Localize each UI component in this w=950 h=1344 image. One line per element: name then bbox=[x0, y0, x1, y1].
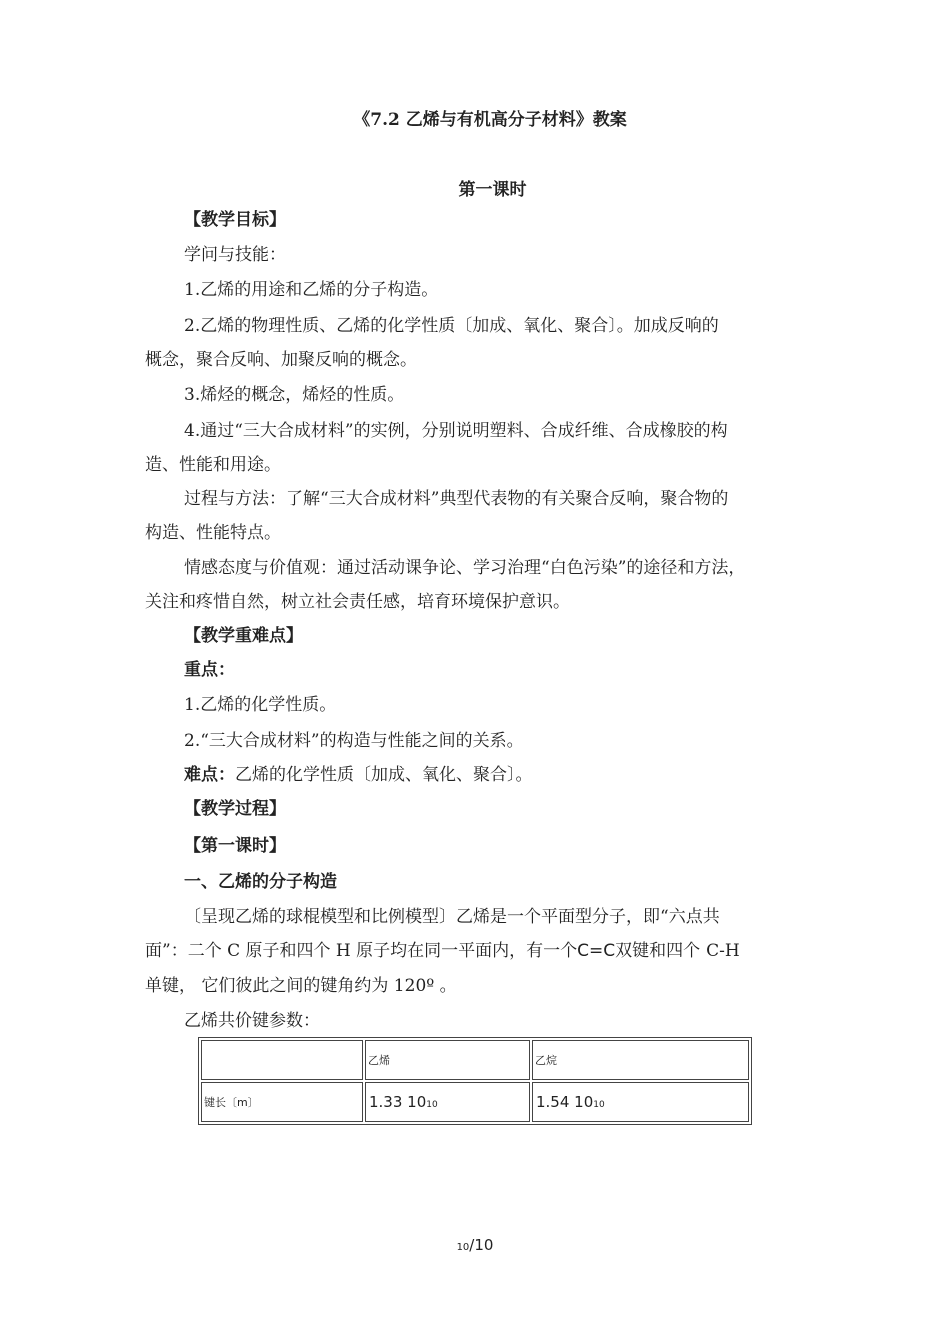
ch-single-bond: C-H bbox=[706, 941, 740, 961]
objective-item-2-line-1: 2.乙烯的物理性质、乙烯的化学性质〔加成、氧化、聚合〕。加成反响的 bbox=[184, 316, 719, 336]
document-title: 《7.2 乙烯与有机高分子材料》教案 bbox=[353, 110, 627, 130]
process-method-line-2: 构造、性能特点。 bbox=[145, 523, 281, 543]
objective-item-3: 3.烯烃的概念，烯烃的性质。 bbox=[184, 385, 405, 405]
ethylene-bond-value: 1.33 10 bbox=[369, 1093, 427, 1111]
difficulty-text: 乙烯的化学性质〔加成、氧化、聚合〕。 bbox=[235, 765, 533, 785]
ethane-bond-value: 1.54 10 bbox=[536, 1093, 594, 1111]
cc-double-bond: C=C bbox=[577, 941, 616, 961]
process-heading: 【教学过程】 bbox=[184, 799, 286, 819]
section-1-heading: 一、乙烯的分子构造 bbox=[184, 872, 337, 892]
key-item-2: 2.“三大合成材料”的构造与性能之间的关系。 bbox=[184, 731, 524, 751]
table-header-empty bbox=[201, 1040, 363, 1080]
bond-length-label: 键长〔m〕 bbox=[201, 1082, 363, 1122]
structure-para-line-2 bbox=[145, 940, 740, 962]
structure-para-text-2: 双键和四个 bbox=[615, 941, 701, 961]
structure-para-line-1: 〔呈现乙烯的球棍模型和比例模型〕乙烯是一个平面型分子，即“六点共 bbox=[184, 907, 720, 927]
skills-label: 学问与技能： bbox=[184, 245, 286, 265]
keypoints-heading: 【教学重难点】 bbox=[184, 626, 303, 646]
objective-item-1: 1.乙烯的用途和乙烯的分子构造。 bbox=[184, 280, 439, 300]
ethane-bond-exponent: 10 bbox=[593, 1100, 605, 1110]
objective-item-2-line-2: 概念，聚合反响、加聚反响的概念。 bbox=[145, 350, 417, 370]
table-header-row bbox=[201, 1040, 749, 1080]
difficulty-line bbox=[184, 764, 533, 786]
ethane-bond-length bbox=[532, 1082, 749, 1122]
emotion-line-2: 关注和疼惜自然，树立社会责任感，培育环境保护意识。 bbox=[145, 592, 570, 612]
key-item-1: 1.乙烯的化学性质。 bbox=[184, 695, 337, 715]
process-method-line-1: 过程与方法：了解“三大合成材料”典型代表物的有关聚合反响，聚合物的 bbox=[184, 489, 729, 509]
first-lesson-heading: 【第一课时】 bbox=[184, 836, 286, 856]
objective-item-4-line-1: 4.通过“三大合成材料”的实例，分别说明塑料、合成纤维、合成橡胶的构 bbox=[184, 421, 728, 441]
bond-params-label: 乙烯共价键参数： bbox=[184, 1011, 320, 1031]
bond-parameters-table bbox=[198, 1037, 752, 1125]
table-header-ethylene: 乙烯 bbox=[365, 1040, 530, 1080]
difficulty-label: 难点： bbox=[184, 765, 235, 785]
table-header-ethane: 乙烷 bbox=[532, 1040, 749, 1080]
lesson-title: 第一课时 bbox=[458, 180, 527, 200]
page-number bbox=[0, 1236, 950, 1254]
ethylene-bond-exponent: 10 bbox=[426, 1100, 438, 1110]
ethylene-bond-length bbox=[365, 1082, 530, 1122]
emotion-line-1: 情感态度与价值观：通过活动课争论、学习治理“白色污染”的途径和方法， bbox=[184, 558, 746, 578]
objective-item-4-line-2: 造、性能和用途。 bbox=[145, 455, 281, 475]
table-row bbox=[201, 1082, 749, 1122]
key-label: 重点： bbox=[184, 660, 235, 680]
page-current: 10 bbox=[456, 1242, 470, 1253]
page-total: /10 bbox=[469, 1236, 494, 1254]
structure-para-line-3: 单键， 它们彼此之间的键角约为 120º 。 bbox=[145, 976, 457, 996]
objectives-heading: 【教学目标】 bbox=[184, 210, 286, 230]
structure-para-text-1: 面”：二个 C 原子和四个 H 原子均在同一平面内，有一个 bbox=[145, 941, 578, 961]
